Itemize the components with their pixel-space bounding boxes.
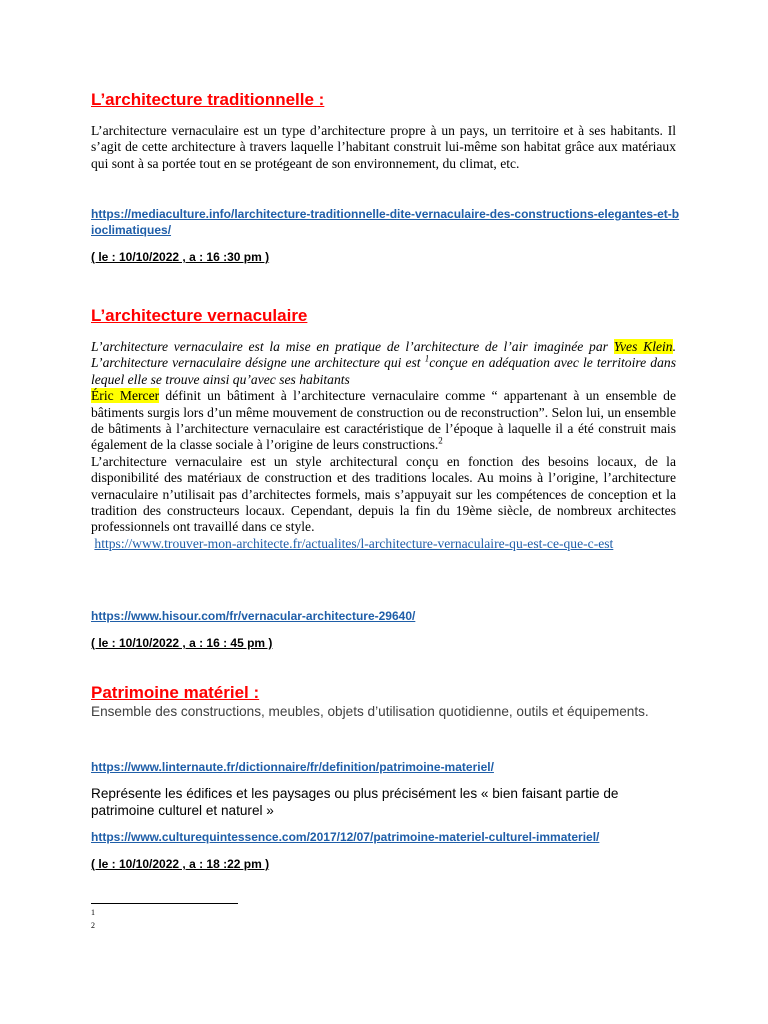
paragraph-vernaculaire: [91, 339, 676, 552]
name-yves-klein: Yves Klein: [613, 339, 673, 354]
link-linternaute[interactable]: https://www.linternaute.fr/dictionnaire/fr/definition/patrimoine-materiel/: [91, 760, 494, 774]
link-mediaculture[interactable]: https://mediaculture.info/larchitecture-traditionnelle-dite-vernaculaire-des-constructions-elegantes-et-bioclimatiques/: [91, 207, 680, 237]
date-section3: ( le : 10/10/2022 , a : 18 :22 pm ): [91, 857, 270, 871]
footnote-1: 1: [91, 908, 95, 917]
date-section1: ( le : 10/10/2022 , a : 16 :30 pm ): [91, 250, 270, 264]
definition-patrimoine: Ensemble des constructions, meubles, objets d’utilisation quotidienne, outils et équipements.: [91, 704, 649, 719]
heading-architecture-traditionnelle: L’architecture traditionnelle :: [91, 90, 325, 109]
footnote-ref-1[interactable]: 1: [424, 353, 430, 364]
paragraph-traditionnelle: L’architecture vernaculaire est un type d’architecture propre à un pays, un territoire et à ses habitants. Il s’agit de cette architecture à travers laquelle l’habitant construit lui-même son habitat grâce aux matériaux qui sont à sa portée tout en se protégeant de son environnement, du climat, etc.: [91, 123, 676, 171]
name-eric-mercer: Éric Mercer: [91, 388, 160, 404]
text-patrimoine-represente: Représente les édifices et les paysages ou plus précisément les « bien faisant partie de patrimoine culturel et naturel »: [91, 786, 619, 818]
italic-text-1: L’architecture vernaculaire est la mise en pratique de l’architecture de l’air imaginée par: [91, 339, 614, 354]
footnote-2: 2: [91, 921, 95, 930]
date-section2: ( le : 10/10/2022 , a : 16 : 45 pm ): [91, 636, 273, 650]
link-trouver-mon-architecte[interactable]: https://www.trouver-mon-architecte.fr/actualites/l-architecture-vernaculaire-qu-est-ce-que-c-est: [94, 535, 614, 551]
heading-architecture-vernaculaire: L’architecture vernaculaire: [91, 306, 308, 325]
italic-text-3: conçue en adéquation avec le territoire dans lequel elle se trouve ainsi qu’avec ses habitants: [91, 355, 676, 387]
link-culturequintessence[interactable]: https://www.culturequintessence.com/2017/12/07/patrimoine-materiel-culturel-immateriel/: [91, 830, 600, 844]
footnote-separator: [91, 903, 238, 904]
heading-patrimoine-materiel: Patrimoine matériel :: [91, 683, 260, 702]
mercer-text: définit un bâtiment à l’architecture vernaculaire comme “ appartenant à un ensemble de bâtiments surgis lors d’un même mouvement de construction ou de reconstruction”. Selon lui, un ensemble de bâtiments à l’architecture vernaculaire est caractéristique de l’époque à laquelle il a été construit mais également de la classe sociale à l’origine de leurs constructions.: [91, 388, 676, 453]
footnote-ref-2[interactable]: 2: [438, 435, 443, 446]
italic-text-2: . L’architecture vernaculaire désigne une architecture qui est: [91, 339, 676, 371]
link-hisour[interactable]: https://www.hisour.com/fr/vernacular-architecture-29640/: [91, 609, 416, 623]
para3-text: L’architecture vernaculaire est un style architectural conçu en fonction des besoins locaux, de la disponibilité des matériaux de construction et des traditions locales. Au moins à l’origine, l’architecture vernaculaire n’utilisait pas d’architectes formels, mais s’appuyait sur les compétences de conception et la tradition des constructeurs locaux. Cependant, depuis la fin du 19ème siècle, de nombreux architectes professionnels ont travaillé dans ce style.: [91, 453, 676, 535]
